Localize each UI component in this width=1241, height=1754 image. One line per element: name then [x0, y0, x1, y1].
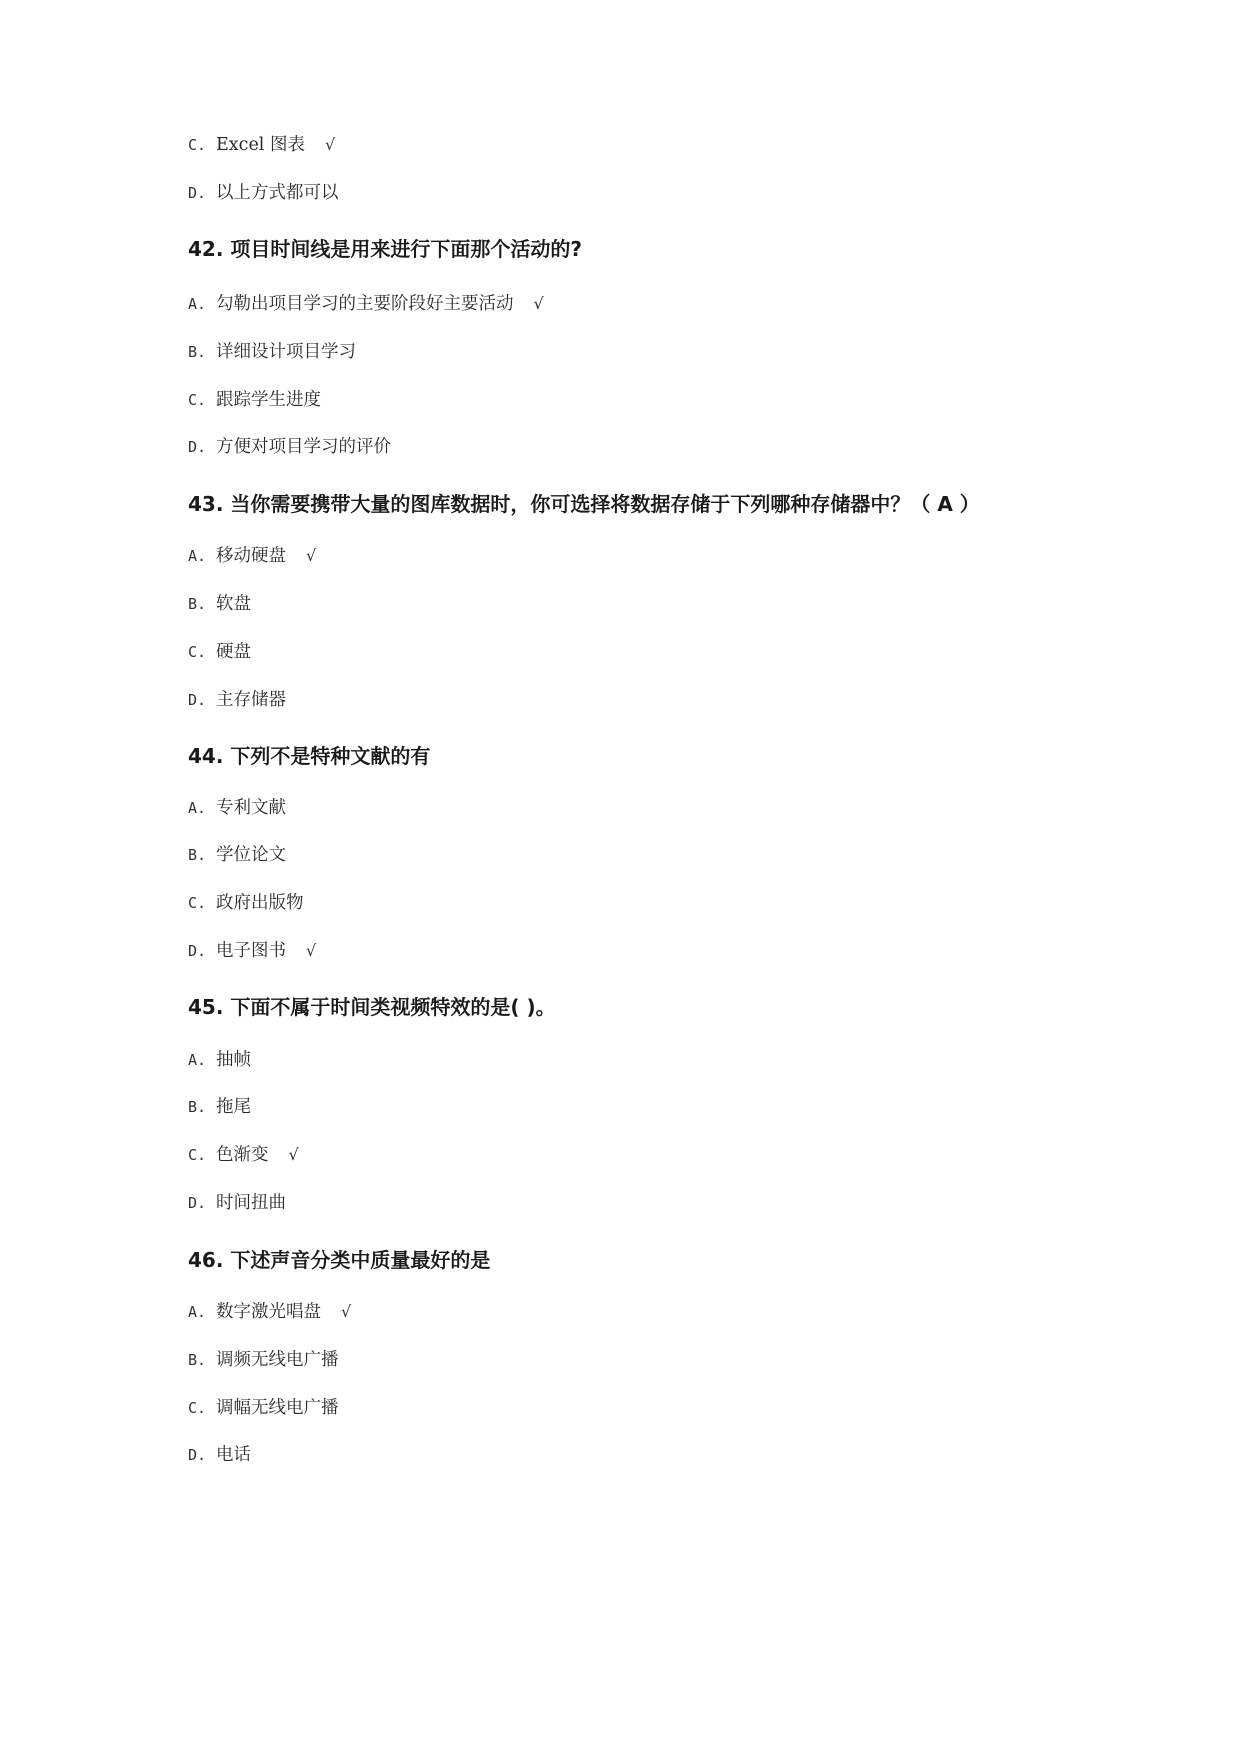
- option-letter: D.: [188, 942, 207, 960]
- option-letter: A.: [188, 547, 207, 565]
- option-letter: B.: [188, 846, 207, 864]
- option-text: 详细设计项目学习: [216, 342, 356, 362]
- answer-option: [188, 1395, 1181, 1421]
- answer-option: [188, 1299, 1181, 1325]
- option-text: 学位论文: [216, 845, 286, 865]
- correct-answer-checkmark: √: [306, 546, 317, 565]
- correct-answer-checkmark: √: [288, 1145, 299, 1164]
- question-heading: 44. 下列不是特种文献的有: [188, 744, 431, 768]
- question-heading: 42. 项目时间线是用来进行下面那个活动的?: [188, 237, 582, 261]
- answer-option: [188, 1047, 1181, 1073]
- option-text: 专利文献: [216, 798, 286, 818]
- option-letter: D.: [188, 184, 207, 202]
- option-letter: D.: [188, 691, 207, 709]
- option-letter: A.: [188, 1051, 207, 1069]
- answer-option: [188, 291, 1181, 317]
- option-text: 主存储器: [216, 690, 286, 710]
- option-text: 调频无线电广播: [216, 1350, 339, 1370]
- answer-option: [188, 795, 1181, 821]
- option-letter: C.: [188, 1399, 207, 1417]
- answer-option: [188, 132, 1181, 158]
- option-text: 电子图书: [216, 941, 286, 961]
- answer-option: [188, 387, 1181, 413]
- question-heading: 43. 当你需要携带大量的图库数据时，你可选择将数据存储于下列哪种存储器中？（ A ）: [188, 492, 980, 516]
- option-letter: B.: [188, 1351, 207, 1369]
- option-letter: B.: [188, 595, 207, 613]
- answer-option: [188, 1442, 1181, 1468]
- option-text: 电话: [216, 1445, 251, 1465]
- option-letter: B.: [188, 343, 207, 361]
- correct-answer-checkmark: √: [324, 135, 336, 154]
- answer-option: [188, 890, 1181, 916]
- option-text: 硬盘: [216, 642, 251, 662]
- option-text: 拖尾: [216, 1097, 251, 1117]
- answer-option: [188, 591, 1181, 617]
- option-text: 跟踪学生进度: [216, 390, 321, 410]
- option-text: 调幅无线电广播: [216, 1398, 339, 1418]
- option-text: Excel 图表: [216, 135, 305, 155]
- correct-answer-checkmark: √: [341, 1302, 352, 1321]
- correct-answer-checkmark: √: [306, 941, 317, 960]
- option-letter: C.: [188, 643, 207, 661]
- option-text: 抽帧: [216, 1050, 251, 1070]
- option-letter: A.: [188, 799, 207, 817]
- option-text: 色渐变: [216, 1145, 269, 1165]
- option-text: 移动硬盘: [216, 546, 286, 566]
- answer-option: [188, 938, 1181, 964]
- option-letter: D.: [188, 1446, 207, 1464]
- option-text: 以上方式都可以: [216, 183, 339, 203]
- option-text: 数字激光唱盘: [216, 1302, 321, 1322]
- option-text: 勾勒出项目学习的主要阶段好主要活动: [216, 294, 514, 314]
- answer-option: [188, 1347, 1181, 1373]
- option-letter: B.: [188, 1098, 207, 1116]
- option-letter: C.: [188, 136, 207, 154]
- option-text: 方便对项目学习的评价: [216, 437, 391, 457]
- answer-option: [188, 1142, 1181, 1168]
- option-letter: C.: [188, 391, 207, 409]
- option-text: 政府出版物: [216, 893, 304, 913]
- option-text: 时间扭曲: [216, 1193, 286, 1213]
- answer-option: [188, 434, 1181, 460]
- option-letter: D.: [188, 438, 207, 456]
- option-letter: A.: [188, 295, 207, 313]
- answer-option: [188, 639, 1181, 665]
- answer-option: [188, 339, 1181, 365]
- option-letter: C.: [188, 894, 207, 912]
- option-letter: A.: [188, 1303, 207, 1321]
- answer-option: [188, 842, 1181, 868]
- option-text: 软盘: [216, 594, 251, 614]
- question-heading: 46. 下述声音分类中质量最好的是: [188, 1248, 491, 1272]
- option-letter: D.: [188, 1194, 207, 1212]
- answer-option: [188, 543, 1181, 569]
- question-heading: 45. 下面不属于时间类视频特效的是( )。: [188, 995, 556, 1019]
- answer-option: [188, 1094, 1181, 1120]
- option-letter: C.: [188, 1146, 207, 1164]
- answer-option: [188, 180, 1181, 206]
- answer-option: [188, 1190, 1181, 1216]
- answer-option: [188, 687, 1181, 713]
- correct-answer-checkmark: √: [533, 294, 544, 313]
